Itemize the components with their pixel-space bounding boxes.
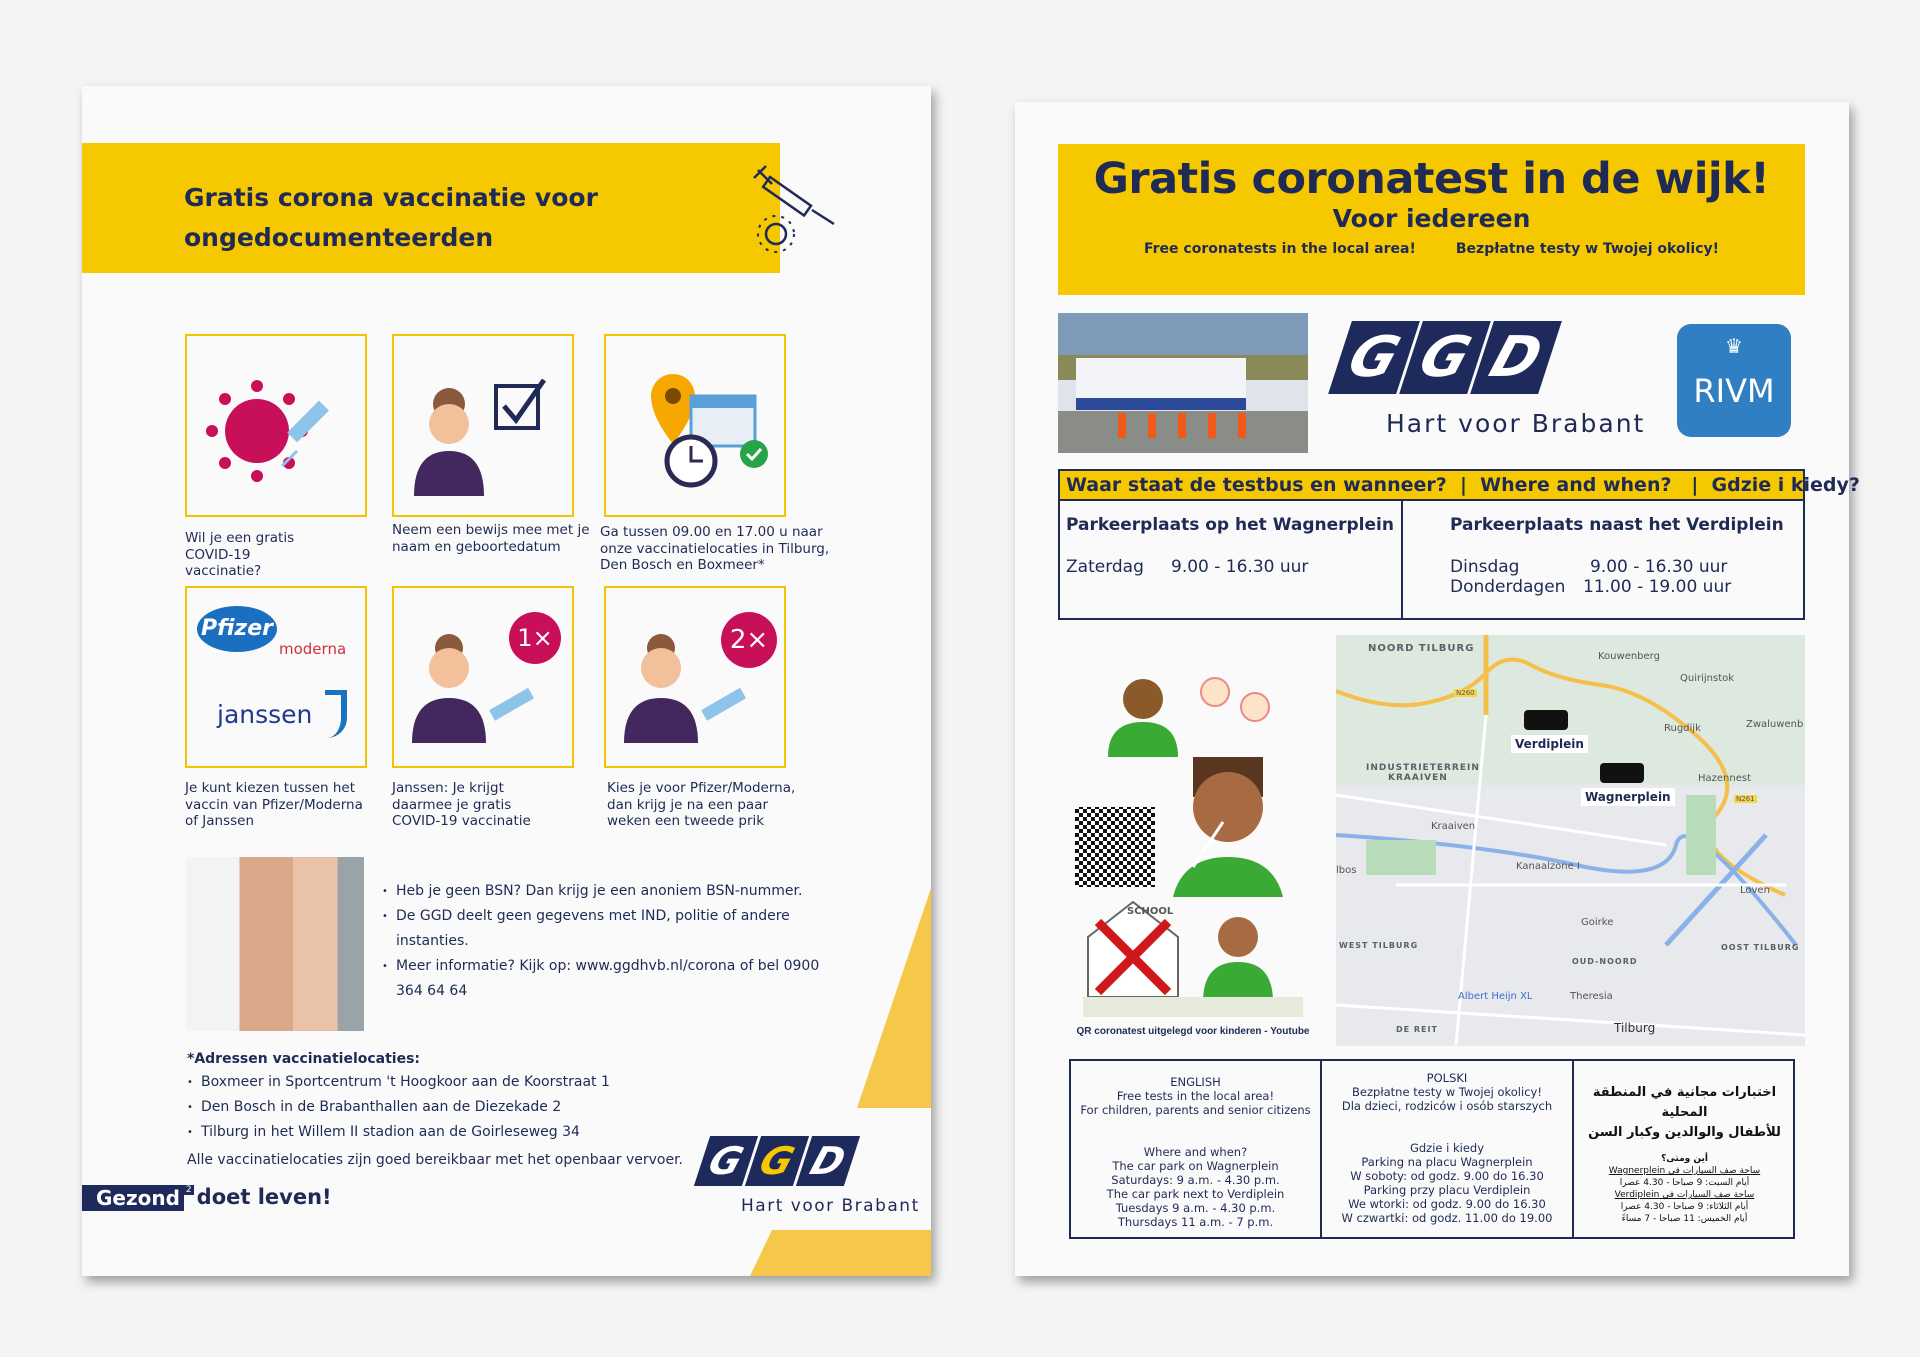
addresses-heading: *Adressen vaccinatielocaties:: [187, 1051, 421, 1067]
crown-icon: ♛: [1725, 334, 1743, 358]
dose-badge: 2×: [721, 612, 777, 668]
closed-school-icon: [1083, 902, 1303, 1017]
rivm-text: RIVM: [1693, 372, 1775, 410]
text-line: W soboty: od godz. 9.00 do 16.30: [1350, 1169, 1544, 1183]
info-bullet: • Meer informatie? Kijk op: www.ggdhvb.nl/corona of bel 0900 364 64 64: [382, 954, 822, 1004]
map-label: DE REIT: [1396, 1025, 1438, 1034]
step-caption: Neem een bewijs mee met je naam en geboortedatum: [392, 522, 590, 555]
polish-column: [1322, 1071, 1572, 1225]
arabic-column: [1574, 1083, 1795, 1225]
translations-table: [1069, 1059, 1795, 1239]
logo-tagline: Hart voor Brabant: [1386, 409, 1646, 438]
text-line: أيام الخميس: 11 صباحا - 7 مساءً: [1621, 1214, 1748, 1224]
dose-badge: 1×: [509, 612, 561, 664]
location-verdiplein: [1450, 515, 1784, 597]
flyer-title: Gratis coronatest in de wijk!: [1093, 154, 1770, 204]
qr-caption[interactable]: QR coronatest uitgelegd voor kinderen - Youtube: [1076, 1026, 1310, 1037]
testbus-photo: [1058, 313, 1308, 453]
map-label: Zwaluwenb: [1746, 719, 1804, 730]
moderna-logo: moderna: [279, 640, 347, 658]
text-line: Parking na placu Wagnerplein: [1361, 1155, 1533, 1169]
text-line: W czwartki: od godz. 11.00 do 19.00: [1341, 1211, 1553, 1225]
slogan-sup: 2: [185, 1185, 192, 1195]
address-item: • Tilburg in het Willem II stadion aan de Goirleseweg 34: [187, 1120, 787, 1145]
text-line: اختبارات مجانية في المنطقة المحلية: [1592, 1085, 1777, 1120]
slogan-text: doet leven!: [196, 1185, 332, 1209]
schedule-row: [1450, 577, 1784, 597]
map-label: Goirke: [1581, 917, 1614, 928]
address-item: • Den Bosch in de Brabanthallen aan de Diezekade 2: [187, 1095, 787, 1120]
logo-letter: G: [1399, 321, 1491, 394]
marker-label-verdiplein[interactable]: Verdiplein: [1511, 735, 1588, 753]
title-line: ongedocumenteerden: [184, 223, 494, 252]
text-line: The car park next to Verdiplein: [1106, 1187, 1285, 1201]
map-label: N261: [1736, 795, 1755, 803]
map-label: Kouwenberg: [1598, 651, 1660, 662]
qr-code-icon: [1075, 807, 1155, 887]
subtitle-pl: Bezpłatne testy w Twojej okolicy!: [1455, 241, 1720, 257]
map-label: Loven: [1740, 885, 1770, 896]
schedule-row: [1066, 557, 1394, 577]
address-item: • Boxmeer in Sportcentrum 't Hoogkoor aan de Koorstraat 1: [187, 1070, 787, 1095]
time: 11.00 - 19.00 uur: [1583, 577, 1732, 597]
step-caption: Ga tussen 09.00 en 17.00 u naar onze vaccinatielocaties in Tilburg, Den Bosch en Boxmeer*: [600, 524, 830, 573]
logo-letter: D: [1470, 321, 1562, 394]
yellow-triangle-decoration: [82, 86, 931, 1276]
map-label: WEST TILBURG: [1339, 941, 1419, 950]
map[interactable]: [1336, 635, 1805, 1046]
info-bullet: • Heb je geen BSN? Dan krijg je een anoniem BSN-nummer.: [382, 879, 822, 904]
vaccination-flyer: [82, 86, 931, 1276]
map-label: OUD-NOORD: [1572, 957, 1638, 966]
step-caption: Janssen: Je krijgt daarmee je gratis COVID-19 vaccinatie: [392, 780, 531, 829]
text-line: We wtorki: od godz. 9.00 do 16.30: [1348, 1197, 1546, 1211]
lang-head: ENGLISH: [1170, 1075, 1221, 1089]
header-band: [1058, 144, 1805, 295]
where-when-bar: Waar staat de testbus en wanneer? | Where and when? | Gdzie i kiedy?: [1058, 469, 1805, 501]
children-illustrations: [1063, 637, 1323, 1022]
schedule-row: [1450, 557, 1784, 577]
day: Donderdagen: [1450, 577, 1566, 597]
table-divider: [1401, 501, 1403, 618]
map-label: Quirijnstok: [1680, 673, 1735, 684]
map-label: INDUSTRIETERREIN: [1366, 763, 1480, 773]
time: 9.00 - 16.30 uur: [1590, 557, 1728, 577]
bus-shape: [1076, 358, 1246, 410]
swab-test-child-icon: [1173, 757, 1283, 897]
marker-label-wagnerplein[interactable]: Wagnerplein: [1581, 788, 1675, 806]
ggd-logo: [702, 1136, 852, 1186]
map-label: OOST TILBURG: [1721, 943, 1800, 952]
text-line: Saturdays: 9 a.m. - 4.30 p.m.: [1111, 1173, 1280, 1187]
day: Dinsdag: [1450, 557, 1520, 577]
text-line: ساحة صف السيارات في Verdiplein: [1614, 1190, 1755, 1200]
text-line: Parking przy placu Verdiplein: [1363, 1183, 1531, 1197]
info-bullet: • De GGD deelt geen gegevens met IND, politie of andere instanties.: [382, 904, 822, 954]
ggd-logo: [1340, 321, 1550, 394]
english-column: [1071, 1075, 1320, 1229]
header-translations: [1058, 241, 1805, 257]
text-line: أيام السبت: 9 صباحا - 4.30 عصرا: [1619, 1178, 1750, 1188]
logo-letter: G: [1328, 321, 1420, 394]
flyer-subtitle: Voor iedereen: [1332, 204, 1531, 233]
text-line: Dla dzieci, rodziców i osób starszych: [1341, 1099, 1553, 1113]
title-line: Gratis corona vaccinatie voor: [184, 183, 598, 212]
map-label: lbos: [1336, 865, 1357, 876]
step-caption: Kies je voor Pfizer/Moderna, dan krijg je na een paar weken een tweede prik: [607, 780, 796, 829]
text-line: Free tests in the local area!: [1116, 1089, 1275, 1103]
testing-flyer: [1015, 102, 1860, 1276]
text-line: Tuesdays 9 a.m. - 4.30 p.m.: [1115, 1201, 1276, 1215]
text-line: For children, parents and senior citizens: [1080, 1103, 1311, 1117]
location-name: Parkeerplaats op het Wagnerplein: [1066, 515, 1394, 535]
time: 9.00 - 16.30 uur: [1171, 557, 1309, 577]
location-name: Parkeerplaats naast het Verdiplein: [1450, 515, 1784, 535]
text-line: Bezpłatne testy w Twojej okolicy!: [1352, 1085, 1542, 1099]
slogan-box: Gezond: [82, 1185, 184, 1211]
janssen-logo: janssen: [217, 700, 313, 729]
map-label: N260: [1456, 689, 1475, 697]
location-wagnerplein: [1066, 515, 1394, 577]
day: Zaterdag: [1066, 557, 1144, 577]
map-label: Rugdijk: [1664, 723, 1701, 734]
map-roads: [1336, 635, 1805, 1046]
sick-child-icon: [1108, 678, 1269, 757]
pfizer-logo: Pfizer: [197, 606, 277, 652]
text-line: ساحة صف السيارات في Wagnerplein: [1608, 1166, 1761, 1176]
step-caption: Je kunt kiezen tussen het vaccin van Pfizer/Moderna of Janssen: [185, 780, 363, 829]
lang-head: POLSKI: [1426, 1071, 1468, 1085]
map-label: Albert Heijn XL: [1458, 991, 1533, 1002]
traffic-cones: [1118, 413, 1248, 438]
text-line: أيام الثلاثاء: 9 صباحا - 4.30 عصرا: [1620, 1202, 1749, 1212]
text-line: للأطفال والوالدين وكبار السن: [1588, 1125, 1781, 1140]
subtitle-en: Free coronatests in the local area!: [1143, 241, 1416, 257]
text-line: Gdzie i kiedy: [1409, 1141, 1485, 1155]
map-label: Theresia: [1570, 991, 1613, 1002]
text-line: Thursdays 11 a.m. - 7 p.m.: [1117, 1215, 1274, 1229]
map-label: KRAAIVEN: [1388, 773, 1448, 783]
map-label: Tilburg: [1614, 1021, 1656, 1035]
logo-tagline: Hart voor Brabant: [741, 1196, 920, 1216]
map-label: Kanaalzone I: [1516, 861, 1580, 872]
school-label: SCHOOL: [1127, 906, 1174, 917]
rivm-logo: [1677, 324, 1791, 437]
text-line: Where and when?: [1143, 1145, 1248, 1159]
text-line: أين ومتى؟: [1661, 1154, 1708, 1164]
logo-letter: G: [694, 1136, 758, 1186]
logo-letter: G: [745, 1136, 809, 1186]
map-label: Hazennest: [1698, 773, 1752, 784]
map-label: Kraaiven: [1431, 821, 1476, 832]
step-caption: Wil je een gratis COVID-19 vaccinatie?: [185, 530, 295, 579]
schedule-table: [1058, 501, 1805, 620]
transport-note: Alle vaccinatielocaties zijn goed bereikbaar met het openbaar vervoer.: [187, 1152, 683, 1168]
text-line: The car park on Wagnerplein: [1112, 1159, 1279, 1173]
logo-letter: D: [796, 1136, 860, 1186]
slogan: [82, 1185, 332, 1211]
map-label: NOORD TILBURG: [1368, 643, 1475, 654]
